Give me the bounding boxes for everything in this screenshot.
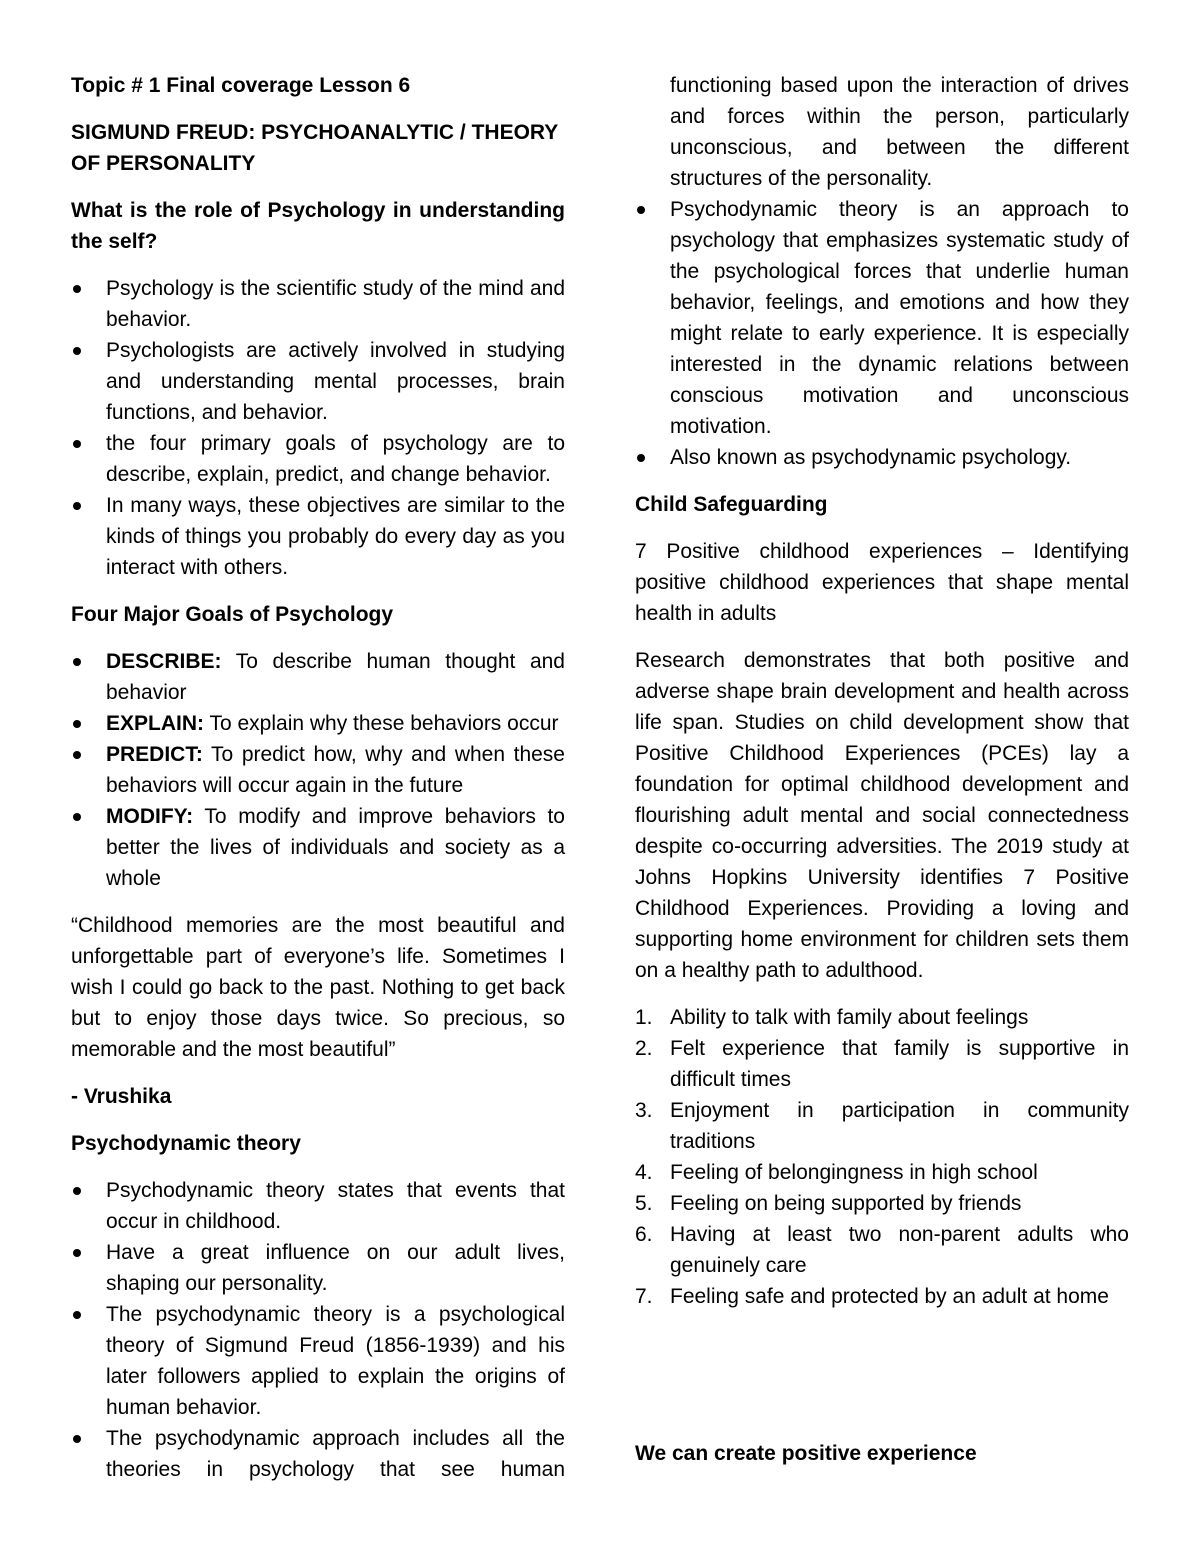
research-paragraph: Research demonstrates that both positive and adverse shape brain development and health across life span. Studies on child development show that Positive Childhood Experiences (PCEs) lay a foundation for optimal childhood development and flourishing adult mental and social connectedness despite co-occurring adversities. The 2019 study at Johns Hopkins University identifies 7 Positive Childhood Experiences. Providing a loving and supporting home environment for children sets them on a healthy path to adulthood.	[635, 649, 1129, 982]
safeguarding-heading: Child Safeguarding	[635, 493, 828, 516]
list-item: Psychology is the scientific study of the mind and behavior.	[71, 273, 565, 335]
list-text: Enjoyment in participation in community traditions	[670, 1099, 1129, 1153]
goal-term: MODIFY:	[106, 805, 194, 828]
role-question: What is the role of Psychology in understanding the self?	[71, 199, 565, 253]
pce-intro: 7 Positive childhood experiences – Identifying positive childhood experiences that shape mental health in adults	[635, 540, 1129, 625]
list-item: Have a great influence on our adult lives, shaping our personality.	[71, 1237, 565, 1299]
list-item: Psychodynamic theory states that events that occur in childhood.	[71, 1175, 565, 1237]
list-item	[71, 646, 565, 708]
list-number: 7.	[635, 1285, 653, 1308]
goal-term: DESCRIBE:	[106, 650, 222, 673]
childhood-quote: “Childhood memories are the most beautiful and unforgettable part of everyone’s life. Sometimes I wish I could go back to the past. Nothing to get back but to enjoy those days twice. So precious, so memorable and the most beautiful”	[71, 914, 565, 1061]
list-item: In many ways, these objectives are similar to the kinds of things you probably do every day as you interact with others.	[71, 490, 565, 583]
role-bullet-list	[71, 273, 565, 583]
closing-heading: We can create positive experience	[635, 1442, 977, 1465]
topic-title: Topic # 1 Final coverage Lesson 6	[71, 74, 411, 97]
list-item: The psychodynamic theory is a psychological theory of Sigmund Freud (1856-1939) and his later followers applied to explain the origins of human behavior.	[71, 1299, 565, 1423]
goal-term: PREDICT:	[106, 743, 203, 766]
goal-text: To predict how, why and when these behaviors will occur again in the future	[106, 743, 565, 797]
left-column	[71, 70, 565, 1501]
list-item	[71, 708, 565, 739]
right-column	[635, 70, 1129, 1485]
vertical-spacer	[635, 1328, 1129, 1438]
psychodynamic-bullet-list-continued	[635, 194, 1129, 473]
list-item: Psychodynamic theory is an approach to psychology that emphasizes systematic study of the psychological forces that underlie human behavior, feelings, and emotions and how they might relate to early experience. It is especially interested in the dynamic relations between conscious motivation and unconscious motivation.	[635, 194, 1129, 442]
list-text: Feeling safe and protected by an adult at home	[670, 1285, 1109, 1308]
goal-term: EXPLAIN:	[106, 712, 205, 735]
list-text: Ability to talk with family about feelings	[670, 1006, 1029, 1029]
psychodynamic-heading: Psychodynamic theory	[71, 1132, 301, 1155]
list-text: Feeling of belongingness in high school	[670, 1161, 1038, 1184]
pce-numbered-list	[635, 1002, 1129, 1312]
list-text: Having at least two non-parent adults who genuinely care	[670, 1223, 1129, 1277]
list-item	[71, 801, 565, 894]
main-heading: SIGMUND FREUD: PSYCHOANALYTIC / THEORY OF PERSONALITY	[71, 121, 558, 175]
list-item	[635, 1002, 1129, 1033]
list-item: Also known as psychodynamic psychology.	[635, 442, 1129, 473]
list-item	[635, 1157, 1129, 1188]
list-number: 3.	[635, 1099, 653, 1122]
list-number: 2.	[635, 1037, 653, 1060]
list-item: The psychodynamic approach includes all the theories in psychology that see human	[71, 1423, 565, 1485]
psychodynamic-bullet-list	[71, 1175, 565, 1485]
goals-list	[71, 646, 565, 894]
list-item	[635, 1188, 1129, 1219]
list-item	[71, 739, 565, 801]
list-item-continuation: functioning based upon the interaction of drives and forces within the person, particularly unconscious, and between the different structures of the personality.	[670, 74, 1129, 190]
list-number: 4.	[635, 1161, 653, 1184]
list-item	[635, 1033, 1129, 1095]
list-item	[635, 1095, 1129, 1157]
list-text: Feeling on being supported by friends	[670, 1192, 1022, 1215]
list-item: Psychologists are actively involved in studying and understanding mental processes, brain functions, and behavior.	[71, 335, 565, 428]
goals-heading: Four Major Goals of Psychology	[71, 603, 394, 626]
list-item: the four primary goals of psychology are to describe, explain, predict, and change behavior.	[71, 428, 565, 490]
continued-bullet	[635, 70, 1129, 194]
list-number: 6.	[635, 1223, 653, 1246]
goal-text: To describe human thought and behavior	[106, 650, 565, 704]
goal-text: To explain why these behaviors occur	[204, 712, 559, 735]
list-number: 5.	[635, 1192, 653, 1215]
list-number: 1.	[635, 1006, 653, 1029]
quote-author: - Vrushika	[71, 1085, 172, 1108]
list-text: Felt experience that family is supportive in difficult times	[670, 1037, 1129, 1091]
list-item	[635, 1219, 1129, 1281]
list-item	[635, 1281, 1129, 1312]
goal-text: To modify and improve behaviors to better the lives of individuals and society as a whole	[106, 805, 565, 890]
